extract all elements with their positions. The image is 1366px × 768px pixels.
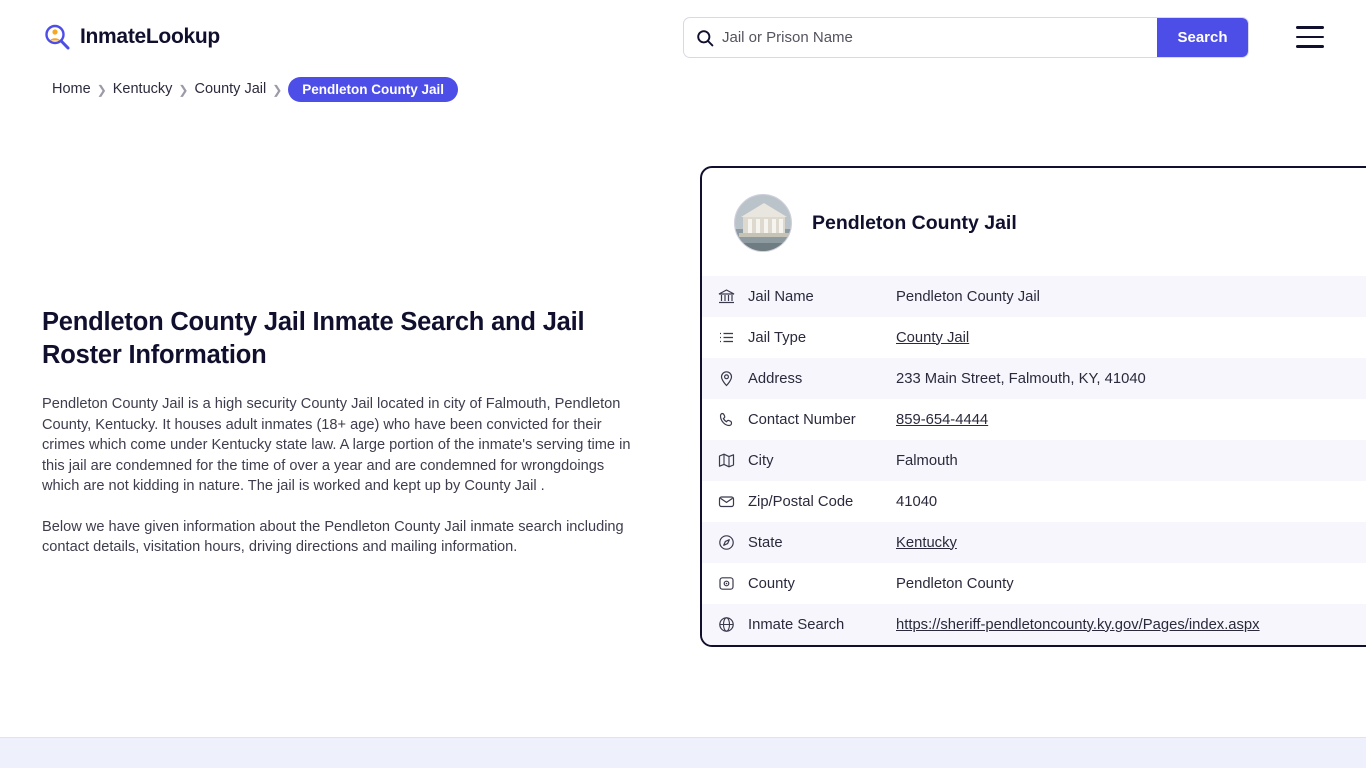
row-label: Jail Name (748, 288, 814, 305)
secondary-paragraph: Below we have given information about the Pendleton County Jail inmate search including contact details, visitation hours, driving directions and mailing information. (42, 518, 624, 555)
table-row (702, 276, 1366, 317)
chevron-right-icon: ❯ (178, 83, 189, 97)
row-value: 41040 (896, 493, 938, 510)
intro-paragraph: Pendleton County Jail is a high security County Jail located in city of Falmouth, Pendleton County, Kentucky. It houses adult inmates (18+ age) who have been convicted for their crimes which come under Kentucky state law. A large portion of the inmate's serving time in this jail are condemned for the time of over a year and are condemned for wrongdoings which are not kidding in nature. The jail is worked and kept up by County Jail . (42, 396, 631, 494)
breadcrumb-item-home[interactable]: Home (52, 81, 91, 97)
bank-building-icon (718, 288, 748, 305)
card-header (702, 168, 1366, 276)
row-value: Pendleton County Jail (896, 288, 1040, 305)
table-row (702, 522, 1366, 563)
brand-logo[interactable] (42, 22, 220, 52)
table-row (702, 604, 1366, 645)
site-header (0, 0, 1366, 74)
row-value-link[interactable]: Kentucky (896, 534, 957, 551)
search-icon (684, 29, 718, 47)
table-row (702, 481, 1366, 522)
hamburger-menu-icon[interactable] (1296, 26, 1324, 48)
chevron-right-icon: ❯ (96, 83, 107, 97)
map-icon (718, 452, 748, 469)
page-title: Pendleton County Jail Inmate Search and Jail Roster Information (42, 308, 585, 369)
row-label: County (748, 575, 795, 592)
list-icon (718, 329, 748, 346)
table-row (702, 440, 1366, 481)
row-value-link[interactable]: 859-654-4444 (896, 411, 989, 428)
breadcrumb (0, 74, 1366, 104)
globe-icon (718, 616, 748, 633)
row-label: Address (748, 370, 803, 387)
table-row (702, 399, 1366, 440)
row-label: Zip/Postal Code (748, 493, 854, 510)
footer-strip (0, 737, 1366, 768)
search-input[interactable] (718, 18, 1157, 57)
envelope-icon (718, 493, 748, 510)
row-label: Inmate Search (748, 616, 845, 633)
row-value-link[interactable]: https://sheriff-pendletoncounty.ky.gov/Pages/index.aspx (896, 616, 1260, 633)
card-title: Pendleton County Jail (812, 211, 1017, 234)
table-row (702, 563, 1366, 604)
table-row (702, 358, 1366, 399)
breadcrumb-item-current: Pendleton County Jail (288, 77, 458, 102)
row-value: Falmouth (896, 452, 958, 469)
brand-name: InmateLookup (80, 25, 220, 48)
row-label: Jail Type (748, 329, 807, 346)
search-bar[interactable] (683, 17, 1249, 58)
row-value: Pendleton County (896, 575, 1014, 592)
table-row (702, 317, 1366, 358)
map-pin-icon (718, 370, 748, 387)
jail-building-photo (734, 194, 792, 252)
chevron-right-icon: ❯ (272, 83, 283, 97)
row-label: City (748, 452, 774, 469)
phone-icon (718, 411, 748, 428)
breadcrumb-item-kentucky[interactable]: Kentucky (112, 81, 173, 97)
breadcrumb-item-county-jail[interactable]: County Jail (194, 81, 267, 97)
magnifier-person-icon (42, 22, 72, 52)
article-column (0, 146, 660, 558)
row-value: 233 Main Street, Falmouth, KY, 41040 (896, 370, 1146, 387)
compass-icon (718, 534, 748, 551)
location-target-icon (718, 575, 748, 592)
search-button[interactable]: Search (1157, 17, 1248, 58)
row-label: State (748, 534, 783, 551)
row-value-link[interactable]: County Jail (896, 329, 970, 346)
row-label: Contact Number (748, 411, 856, 428)
jail-info-card (700, 166, 1366, 647)
